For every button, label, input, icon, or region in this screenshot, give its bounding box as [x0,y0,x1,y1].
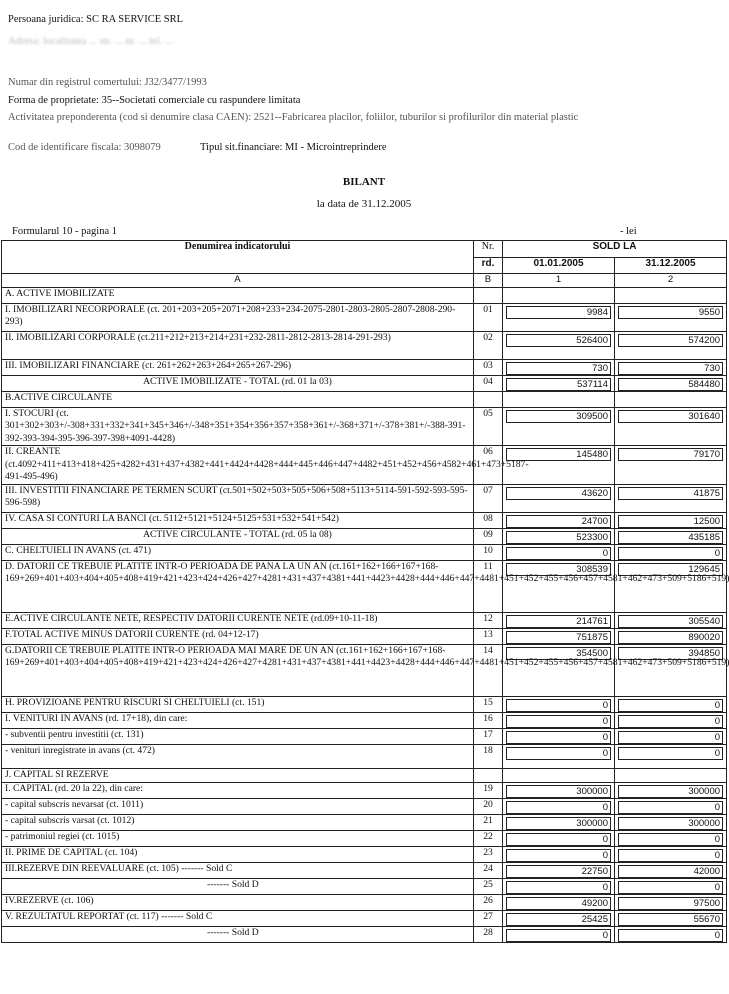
value-01-01-2005 [503,612,615,628]
value-31-12-2005 [615,528,727,544]
row-number: 16 [474,712,503,728]
indicator-label: ACTIVE CIRCULANTE - TOTAL (rd. 05 la 08) [2,528,474,544]
value-01-01-2005 [503,712,615,728]
row-number: 06 [474,446,503,485]
value-01-01-2005 [503,814,615,830]
table-row [2,798,727,814]
row-number: 26 [474,894,503,910]
value-box: 79170 [618,448,723,461]
value-box: 0 [618,881,723,894]
rd-header: rd. [474,258,503,274]
value-01-01-2005 [503,287,615,303]
row-number: 19 [474,782,503,798]
row-number: 12 [474,612,503,628]
value-31-12-2005 [615,331,727,359]
row-number: 11 [474,560,503,612]
currency-label: - lei [620,226,637,237]
activity-line: Activitatea preponderenta (cod si denumire clasa CAEN): 2521--Fabricarea placilor, foliilor, tuburilor si profilurilor din material plastic [8,112,579,123]
row-number [474,391,503,407]
value-01-01-2005 [503,768,615,782]
value-box: 0 [618,747,723,760]
value-31-12-2005 [615,744,727,768]
indicator-label: ACTIVE IMOBILIZATE - TOTAL (rd. 01 la 03) [2,375,474,391]
value-01-01-2005 [503,798,615,814]
value-box: 523300 [506,531,611,544]
value-31-12-2005 [615,560,727,612]
value-box: 308539 [506,563,611,576]
indicator-label: ------- Sold D [2,878,474,894]
table-row [2,407,727,446]
indicator-label: F.TOTAL ACTIVE MINUS DATORII CURENTE (rd. 04+12-17) [2,628,474,644]
value-31-12-2005 [615,446,727,485]
value-01-01-2005 [503,359,615,375]
row-number: 07 [474,484,503,512]
value-31-12-2005 [615,862,727,878]
table-row [2,391,727,407]
situation-type-line: Tipul sit.financiare: MI - Microintreprindere [200,142,387,153]
value-31-12-2005 [615,910,727,926]
row-number [474,287,503,303]
value-box: 0 [506,731,611,744]
value-box: 0 [618,929,723,942]
value-01-01-2005 [503,782,615,798]
value-box: 0 [618,547,723,560]
row-number: 10 [474,544,503,560]
value-box: 0 [506,747,611,760]
table-row [2,926,727,942]
value-box: 41875 [618,487,723,500]
value-box: 354500 [506,647,611,660]
value-box: 0 [618,715,723,728]
indicator-label: G.DATORII CE TREBUIE PLATITE INTR-O PERIOADA MAI MARE DE UN AN (ct.161+162+166+167+168-169+269+401+403+404+405+408+419+421+423+424+426+427+4281+431+437+4381+441+4423+4428+444+446+447+4481+451+452+455+456+457+4581+462+473+509+5186+519) [2,644,474,696]
indicator-label: J. CAPITAL SI REZERVE [2,768,474,782]
value-31-12-2005 [615,628,727,644]
indicator-label: D. DATORII CE TREBUIE PLATITE INTR-O PERIOADA DE PANA LA UN AN (ct.161+162+166+167+168-169+269+401+403+404+405+408+419+421+423+424+426+427+4281+431+437+4381+441+4423+4428+444+446+447+4481+451+452+455+456+457+4581+462+473+509+5186+519) [2,560,474,612]
value-box: 0 [506,715,611,728]
value-31-12-2005 [615,814,727,830]
table-row [2,287,727,303]
value-01-01-2005 [503,644,615,696]
value-box: 574200 [618,334,723,347]
row-number: 01 [474,303,503,331]
indicator-header: Denumirea indicatorului [2,241,474,274]
value-01-01-2005 [503,303,615,331]
value-box: 55670 [618,913,723,926]
indicator-label: I. VENITURI IN AVANS (rd. 17+18), din care: [2,712,474,728]
value-01-01-2005 [503,696,615,712]
col-a-label: A [2,274,474,288]
table-row [2,359,727,375]
value-01-01-2005 [503,926,615,942]
value-box: 300000 [618,817,723,830]
value-box: 0 [618,833,723,846]
value-box: 0 [506,547,611,560]
indicator-label: I. STOCURI (ct. 301+302+303+/-308+331+332+341+345+346+/-348+351+354+356+357+358+361+/-368+371+/-378+381+/-388-391-392-393-394-395-396-397-398+4091-4428) [2,407,474,446]
table-row [2,560,727,612]
address-line: Adresa: localitatea ... str. ... nr. ... tel. ... [8,36,173,47]
value-31-12-2005 [615,407,727,446]
row-number: 09 [474,528,503,544]
value-01-01-2005 [503,407,615,446]
value-31-12-2005 [615,287,727,303]
row-number [474,768,503,782]
col-2-label: 2 [615,274,727,288]
value-31-12-2005 [615,544,727,560]
value-box: 214761 [506,615,611,628]
indicator-label: IV.REZERVE (ct. 106) [2,894,474,910]
value-box: 24700 [506,515,611,528]
table-row [2,446,727,485]
row-number: 02 [474,331,503,359]
value-box: 0 [506,833,611,846]
value-31-12-2005 [615,512,727,528]
value-box: 25425 [506,913,611,926]
value-01-01-2005 [503,862,615,878]
indicator-label: II. CREANTE (ct.4092+411+413+418+425+4282+431+437+4382+441+4424+4428+444+445+446+447+4482+451+452+456+4582+461+473+5187-491-495-496) [2,446,474,485]
value-box: 730 [618,362,723,375]
value-01-01-2005 [503,894,615,910]
value-31-12-2005 [615,926,727,942]
table-row [2,862,727,878]
table-row [2,728,727,744]
table-row [2,830,727,846]
value-01-01-2005 [503,910,615,926]
value-box: 526400 [506,334,611,347]
company-line: Persoana juridica: SC RA SERVICE SRL [8,14,184,25]
indicator-label: II. IMOBILIZARI CORPORALE (ct.211+212+213+214+231+232-2811-2812-2813-2814-291-293) [2,331,474,359]
balance-sheet-table [1,240,727,943]
value-box: 42000 [618,865,723,878]
row-number: 21 [474,814,503,830]
indicator-label: I. CAPITAL (rd. 20 la 22), din care: [2,782,474,798]
row-number: 17 [474,728,503,744]
value-box: 0 [506,801,611,814]
row-number: 18 [474,744,503,768]
indicator-label: III.REZERVE DIN REEVALUARE (ct. 105) ------- Sold C [2,862,474,878]
value-01-01-2005 [503,375,615,391]
table-row [2,644,727,696]
indicator-label: ------- Sold D [2,926,474,942]
value-box: 129645 [618,563,723,576]
table-row [2,814,727,830]
table-row [2,696,727,712]
value-31-12-2005 [615,712,727,728]
value-box: 394850 [618,647,723,660]
table-row [2,331,727,359]
row-number: 28 [474,926,503,942]
nr-header: Nr. [474,241,503,258]
table-row [2,303,727,331]
value-31-12-2005 [615,612,727,628]
indicator-label: II. PRIME DE CAPITAL (ct. 104) [2,846,474,862]
row-number: 14 [474,644,503,696]
value-01-01-2005 [503,728,615,744]
table-row [2,628,727,644]
value-01-01-2005 [503,544,615,560]
value-31-12-2005 [615,782,727,798]
indicator-label: IV. CASA SI CONTURI LA BANCI (ct. 5112+5121+5124+5125+531+532+541+542) [2,512,474,528]
value-01-01-2005 [503,830,615,846]
indicator-label: V. REZULTATUL REPORTAT (ct. 117) ------- Sold C [2,910,474,926]
col-b-label: B [474,274,503,288]
table-row [2,712,727,728]
indicator-label: - venituri inregistrate in avans (ct. 472) [2,744,474,768]
value-box: 0 [618,731,723,744]
indicator-label: - subventii pentru investitii (ct. 131) [2,728,474,744]
value-01-01-2005 [503,628,615,644]
value-31-12-2005 [615,303,727,331]
value-31-12-2005 [615,375,727,391]
table-row [2,744,727,768]
value-box: 537114 [506,378,611,391]
value-box: 309500 [506,410,611,423]
row-number: 08 [474,512,503,528]
value-box: 0 [618,849,723,862]
trade-register-line: Numar din registrul comertului: J32/3477/1993 [8,77,207,88]
value-box: 0 [506,929,611,942]
table-row [2,894,727,910]
table-row [2,528,727,544]
value-box: 890020 [618,631,723,644]
fiscal-code-line: Cod de identificare fiscala: 3098079 [8,142,161,153]
row-number: 04 [474,375,503,391]
indicator-label: C. CHELTUIELI IN AVANS (ct. 471) [2,544,474,560]
table-row [2,878,727,894]
indicator-label: E.ACTIVE CIRCULANTE NETE, RESPECTIV DATORII CURENTE NETE (rd.09+10-11-18) [2,612,474,628]
indicator-label: A. ACTIVE IMOBILIZATE [2,287,474,303]
table-row [2,782,727,798]
value-31-12-2005 [615,768,727,782]
date2-header: 31.12.2005 [615,258,727,274]
indicator-label: - capital subscris nevarsat (ct. 1011) [2,798,474,814]
row-number: 25 [474,878,503,894]
value-31-12-2005 [615,484,727,512]
row-number: 03 [474,359,503,375]
value-01-01-2005 [503,878,615,894]
row-number: 23 [474,846,503,862]
table-row [2,484,727,512]
document-title: BILANT [342,176,386,188]
indicator-label: - patrimoniul regiei (ct. 1015) [2,830,474,846]
value-box: 305540 [618,615,723,628]
table-row [2,375,727,391]
col-1-label: 1 [503,274,615,288]
value-box: 584480 [618,378,723,391]
value-box: 49200 [506,897,611,910]
sold-header: SOLD LA [503,241,727,258]
value-31-12-2005 [615,894,727,910]
value-box: 300000 [618,785,723,798]
value-box: 0 [618,699,723,712]
value-31-12-2005 [615,391,727,407]
value-box: 730 [506,362,611,375]
row-number: 13 [474,628,503,644]
row-number: 24 [474,862,503,878]
value-box: 0 [506,849,611,862]
value-box: 0 [506,699,611,712]
value-box: 97500 [618,897,723,910]
value-box: 0 [506,881,611,894]
row-number: 22 [474,830,503,846]
value-box: 9984 [506,306,611,319]
value-01-01-2005 [503,331,615,359]
date1-header: 01.01.2005 [503,258,615,274]
form-label: Formularul 10 - pagina 1 [12,226,117,237]
indicator-label: III. INVESTITII FINANCIARE PE TERMEN SCURT (ct.501+502+503+505+506+508+5113+5114-591-592-593-595-596-598) [2,484,474,512]
value-box: 9550 [618,306,723,319]
ownership-line: Forma de proprietate: 35--Societati comerciale cu raspundere limitata [8,95,301,106]
table-row [2,612,727,628]
table-row [2,846,727,862]
value-31-12-2005 [615,728,727,744]
value-01-01-2005 [503,846,615,862]
table-row [2,544,727,560]
date-line: la data de 31.12.2005 [316,198,412,210]
row-number: 20 [474,798,503,814]
value-01-01-2005 [503,512,615,528]
value-box: 435185 [618,531,723,544]
value-31-12-2005 [615,696,727,712]
value-box: 300000 [506,817,611,830]
value-box: 12500 [618,515,723,528]
value-01-01-2005 [503,528,615,544]
value-box: 145480 [506,448,611,461]
value-box: 43620 [506,487,611,500]
value-31-12-2005 [615,359,727,375]
value-31-12-2005 [615,830,727,846]
value-31-12-2005 [615,878,727,894]
indicator-label: I. IMOBILIZARI NECORPORALE (ct. 201+203+205+2071+208+233+234-2075-2801-2803-2805-2807-2808-290-293) [2,303,474,331]
indicator-label: - capital subscris varsat (ct. 1012) [2,814,474,830]
table-row [2,910,727,926]
table-row [2,512,727,528]
indicator-label: H. PROVIZIOANE PENTRU RISCURI SI CHELTUIELI (ct. 151) [2,696,474,712]
value-box: 751875 [506,631,611,644]
value-01-01-2005 [503,391,615,407]
value-01-01-2005 [503,744,615,768]
value-box: 300000 [506,785,611,798]
indicator-label: B.ACTIVE CIRCULANTE [2,391,474,407]
row-number: 05 [474,407,503,446]
row-number: 27 [474,910,503,926]
value-box: 301640 [618,410,723,423]
value-box: 0 [618,801,723,814]
value-31-12-2005 [615,644,727,696]
indicator-label: III. IMOBILIZARI FINANCIARE (ct. 261+262+263+264+265+267-296) [2,359,474,375]
value-31-12-2005 [615,846,727,862]
row-number: 15 [474,696,503,712]
value-31-12-2005 [615,798,727,814]
value-box: 22750 [506,865,611,878]
value-01-01-2005 [503,560,615,612]
value-01-01-2005 [503,484,615,512]
table-row [2,768,727,782]
